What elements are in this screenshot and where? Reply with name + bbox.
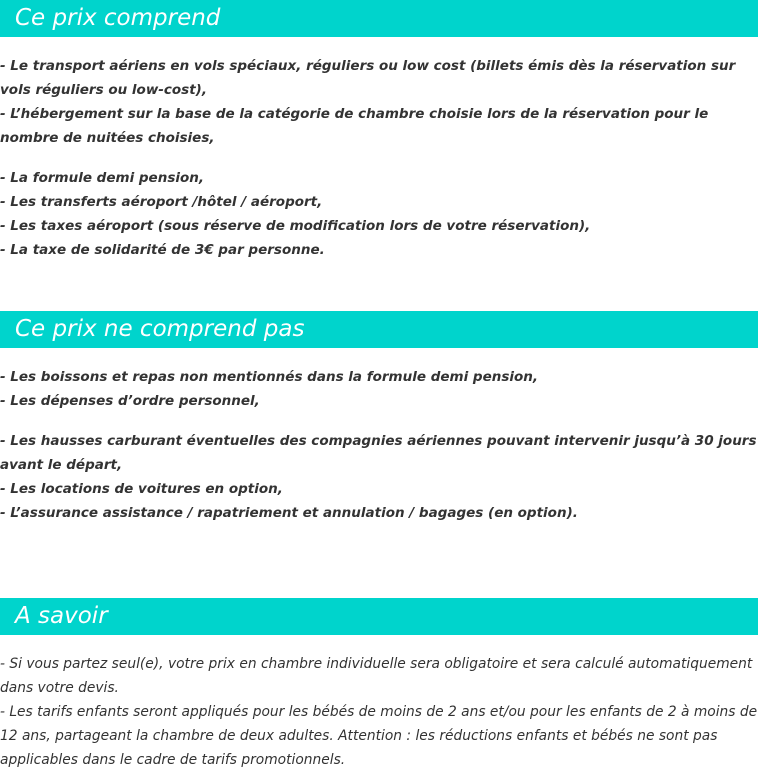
list-item: - Le transport aériens en vols spéciaux, réguliers ou low cost (billets émis dès la réservation sur vols réguliers ou low-cost), bbox=[0, 58, 736, 98]
good-to-know-paragraph bbox=[0, 652, 758, 772]
section-header-not-included bbox=[0, 311, 758, 348]
list-item: - Les locations de voitures en option, bbox=[0, 481, 283, 497]
list-item: - Les taxes aéroport (sous réserve de modification lors de votre réservation), bbox=[0, 218, 591, 234]
list-item: - Les tarifs enfants seront appliqués pour les bébés de moins de 2 ans et/ou pour les enfants de 2 à moins de 12 ans, partageant la chambre de deux adultes. Attention : les réductions enfants et bébés ne sont pas applicables dans le cadre de tarifs promotionnels. bbox=[0, 704, 758, 768]
list-item: - Les transferts aéroport /hôtel / aéroport, bbox=[0, 194, 323, 210]
included-paragraph-2 bbox=[0, 166, 758, 262]
list-item: - La taxe de solidarité de 3€ par personne. bbox=[0, 242, 325, 258]
list-item: - Les boissons et repas non mentionnés dans la formule demi pension, bbox=[0, 369, 539, 385]
list-item: - L’assurance assistance / rapatriement et annulation / bagages (en option). bbox=[0, 505, 578, 521]
list-item: - Si vous partez seul(e), votre prix en chambre individuelle sera obligatoire et sera calculé automatiquement dans votre devis. bbox=[0, 656, 753, 696]
not-included-paragraph-2 bbox=[0, 429, 758, 525]
section-title-not-included: Ce prix ne comprend pas bbox=[15, 316, 305, 342]
included-paragraph-1 bbox=[0, 54, 758, 150]
not-included-paragraph-1 bbox=[0, 365, 758, 413]
list-item: - L’hébergement sur la base de la catégorie de chambre choisie lors de la réservation pour le nombre de nuitées choisies, bbox=[0, 106, 709, 146]
list-item: - Les dépenses d’ordre personnel, bbox=[0, 393, 260, 409]
section-header-included bbox=[0, 0, 758, 37]
section-title-included: Ce prix comprend bbox=[15, 5, 221, 31]
section-title-good-to-know: A savoir bbox=[15, 603, 108, 629]
section-header-good-to-know bbox=[0, 598, 758, 635]
list-item: - La formule demi pension, bbox=[0, 170, 205, 186]
list-item: - Les hausses carburant éventuelles des compagnies aériennes pouvant intervenir jusqu’à 30 jours avant le départ, bbox=[0, 433, 757, 473]
